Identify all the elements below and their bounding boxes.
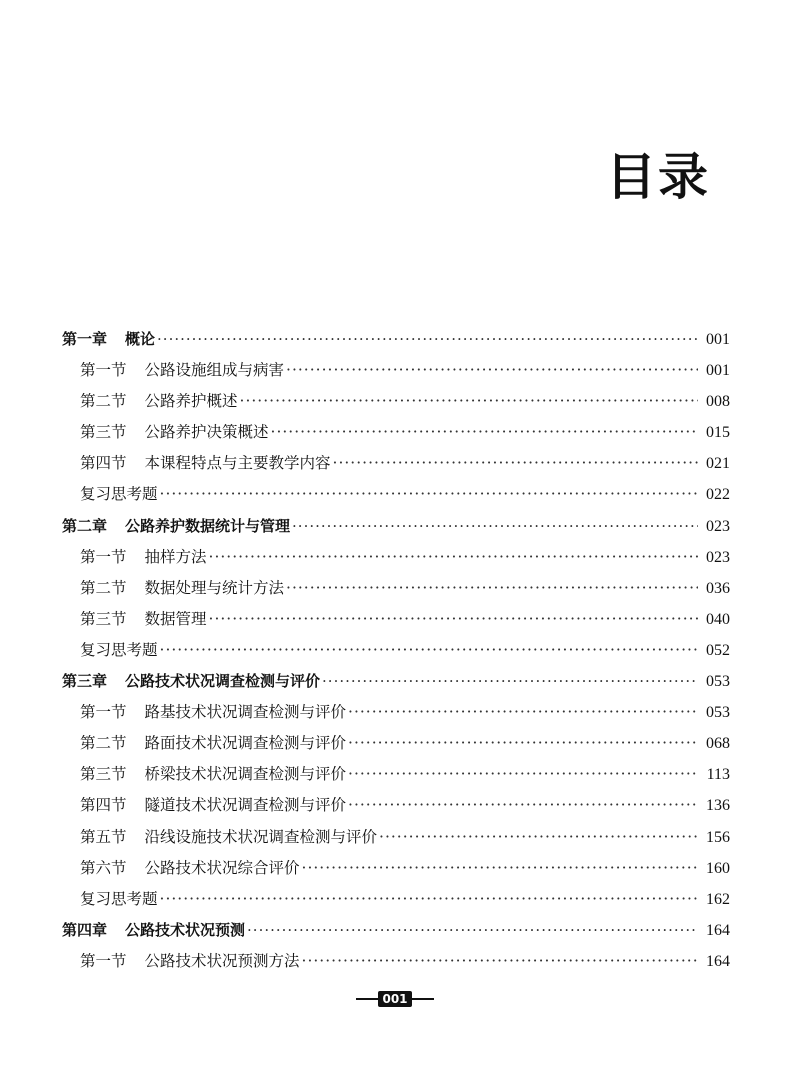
- entry-page: 160: [706, 859, 730, 877]
- entry-label: 复习思考题: [80, 640, 158, 659]
- entry-number: 第三章: [62, 672, 108, 691]
- leader-dots: [348, 728, 698, 759]
- footer-rule-left: [356, 998, 378, 1000]
- leader-dots: [322, 666, 698, 697]
- toc-entry[interactable]: [62, 946, 730, 977]
- entry-label: 公路养护数据统计与管理: [125, 516, 291, 535]
- leader-dots: [302, 946, 698, 977]
- entry-number: 第四节: [80, 796, 127, 815]
- toc-entry[interactable]: [62, 884, 730, 915]
- entry-number: 第一节: [80, 951, 127, 970]
- leader-dots: [348, 697, 698, 728]
- leader-dots: [292, 511, 698, 542]
- entry-label: 本课程特点与主要教学内容: [144, 454, 331, 473]
- leader-dots: [271, 417, 698, 448]
- entry-label: 路面技术状况调查检测与评价: [144, 734, 347, 753]
- entry-label: 隧道技术状况调查检测与评价: [144, 796, 347, 815]
- leader-dots: [240, 386, 698, 417]
- entry-label: 沿线设施技术状况调查检测与评价: [144, 827, 378, 846]
- entry-number: 第三节: [80, 423, 127, 442]
- footer-rule-right: [412, 998, 434, 1000]
- entry-number: 第四节: [80, 454, 127, 473]
- leader-dots: [348, 790, 698, 821]
- toc-entry[interactable]: [62, 759, 730, 790]
- entry-page: 053: [706, 704, 730, 722]
- leader-dots: [286, 573, 698, 604]
- leader-dots: [333, 448, 698, 479]
- entry-number: 第六节: [80, 858, 127, 877]
- entry-page: 021: [706, 455, 730, 473]
- entry-number: 第二章: [62, 516, 108, 535]
- toc-title: 目录: [606, 148, 710, 206]
- toc-entry[interactable]: [62, 386, 730, 417]
- entry-page: 015: [706, 424, 730, 442]
- entry-label: 公路技术状况调查检测与评价: [125, 672, 321, 691]
- entry-number: 第二节: [80, 578, 127, 597]
- toc-entry[interactable]: [62, 853, 730, 884]
- entry-label: 复习思考题: [80, 889, 158, 908]
- entry-number: 第二节: [80, 734, 127, 753]
- toc-entry[interactable]: [62, 915, 730, 946]
- toc-entry[interactable]: [62, 790, 730, 821]
- entry-page: 022: [706, 486, 730, 504]
- entry-label: 公路技术状况综合评价: [144, 858, 300, 877]
- entry-number: 第一节: [80, 361, 127, 380]
- toc-entry[interactable]: [62, 604, 730, 635]
- entry-page: 001: [706, 331, 730, 348]
- entry-number: 第一节: [80, 547, 127, 566]
- leader-dots: [247, 915, 698, 946]
- entry-label: 公路养护概述: [144, 392, 238, 411]
- toc-entry[interactable]: [62, 417, 730, 448]
- entry-label: 公路技术状况预测方法: [144, 951, 300, 970]
- toc-entry[interactable]: [62, 822, 730, 853]
- entry-label: 抽样方法: [144, 547, 207, 566]
- entry-page: 162: [706, 890, 730, 908]
- leader-dots: [209, 604, 698, 635]
- entry-label: 桥梁技术状况调查检测与评价: [144, 765, 347, 784]
- leader-dots: [157, 324, 698, 355]
- entry-label: 数据处理与统计方法: [144, 578, 285, 597]
- page-number-badge: 001: [378, 991, 411, 1007]
- leader-dots: [286, 355, 698, 386]
- leader-dots: [160, 635, 698, 666]
- toc-entry[interactable]: [62, 635, 730, 666]
- entry-page: 156: [706, 828, 730, 846]
- entry-page: 053: [706, 673, 730, 691]
- toc-entry[interactable]: [62, 355, 730, 386]
- entry-page: 040: [706, 610, 730, 628]
- entry-page: 023: [706, 548, 730, 566]
- entry-number: 第一节: [80, 703, 127, 722]
- entry-page: 008: [706, 393, 730, 411]
- leader-dots: [209, 542, 698, 573]
- entry-label: 数据管理: [144, 609, 207, 628]
- entry-label: 公路设施组成与病害: [144, 361, 285, 380]
- page-footer: [0, 991, 790, 1007]
- leader-dots: [302, 853, 698, 884]
- toc-entry[interactable]: [62, 324, 730, 355]
- toc-entry[interactable]: [62, 479, 730, 510]
- entry-page: 164: [706, 952, 730, 970]
- entry-page: 113: [706, 766, 730, 784]
- entry-page: 068: [706, 735, 730, 753]
- entry-label: 公路养护决策概述: [144, 423, 269, 442]
- entry-number: 第三节: [80, 765, 127, 784]
- toc-entry[interactable]: [62, 542, 730, 573]
- toc-entry[interactable]: [62, 511, 730, 542]
- entry-page: 001: [706, 362, 730, 380]
- leader-dots: [160, 479, 698, 510]
- leader-dots: [160, 884, 698, 915]
- entry-page: 052: [706, 641, 730, 659]
- entry-label: 路基技术状况调查检测与评价: [144, 703, 347, 722]
- entry-label: 概论: [125, 330, 156, 348]
- toc-entry[interactable]: [62, 448, 730, 479]
- toc-entry[interactable]: [62, 728, 730, 759]
- entry-page: 036: [706, 579, 730, 597]
- toc-list: [62, 324, 730, 977]
- entry-number: 第二节: [80, 392, 127, 411]
- entry-label: 复习思考题: [80, 485, 158, 504]
- entry-page: 136: [706, 797, 730, 815]
- entry-label: 公路技术状况预测: [125, 920, 246, 939]
- entry-number: 第三节: [80, 609, 127, 628]
- entry-number: 第四章: [62, 920, 108, 939]
- toc-entry[interactable]: [62, 573, 730, 604]
- toc-entry[interactable]: [62, 697, 730, 728]
- entry-number: 第一章: [62, 330, 108, 348]
- entry-page: 023: [706, 517, 730, 535]
- entry-number: 第五节: [80, 827, 127, 846]
- toc-entry[interactable]: [62, 666, 730, 697]
- leader-dots: [348, 759, 698, 790]
- leader-dots: [379, 822, 698, 853]
- entry-page: 164: [706, 921, 730, 939]
